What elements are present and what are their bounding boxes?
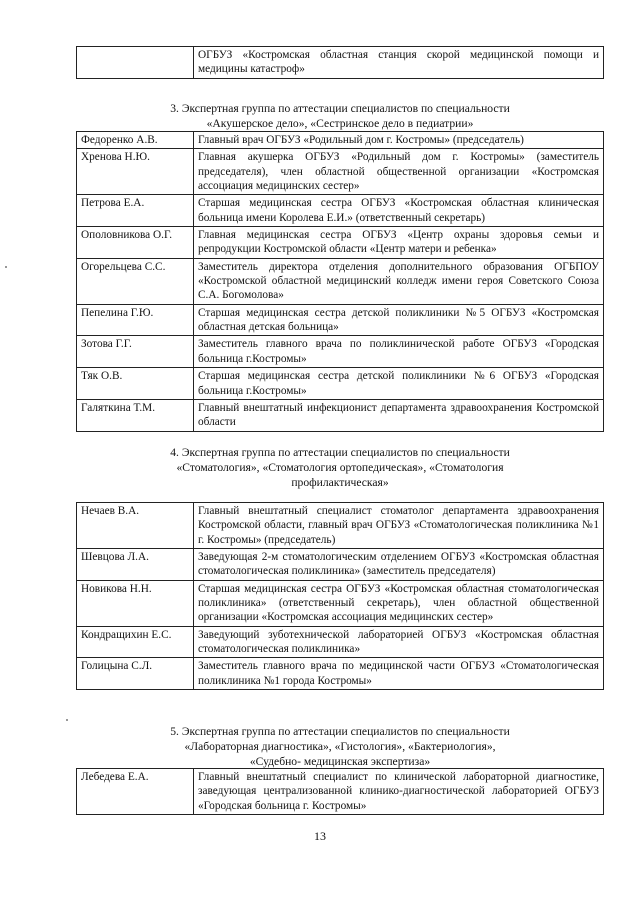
member-name: Лебедева Е.А. [77, 769, 194, 815]
group4-table [76, 502, 604, 690]
member-position: Заведующий зуботехнической лабораторией ОГБУЗ «Костромская областная стоматологическая поликлиника» [194, 626, 604, 658]
group4-title-line2: «Стоматология», «Стоматология ортопедическая», «Стоматология [176, 460, 504, 474]
scan-speck [5, 266, 7, 268]
member-name: Ополовникова О.Г. [77, 227, 194, 259]
table-row [77, 304, 604, 336]
table-row [77, 580, 604, 626]
member-name: Новикова Н.Н. [77, 580, 194, 626]
table-row [77, 336, 604, 368]
table-row [77, 149, 604, 195]
member-name: Зотова Г.Г. [77, 336, 194, 368]
group5-heading [76, 725, 604, 769]
table-row [77, 258, 604, 304]
member-name: Петрова Е.А. [77, 195, 194, 227]
table-row [77, 195, 604, 227]
table-row [77, 658, 604, 690]
member-name: Пепелина Г.Ю. [77, 304, 194, 336]
member-name: Голицына С.Л. [77, 658, 194, 690]
group4-title-line1: 4. Экспертная группа по аттестации специалистов по специальности [170, 446, 510, 459]
member-position: Главная медицинская сестра ОГБУЗ «Центр охраны здоровья семьи и репродукции Костромской области «Центр матери и ребенка» [194, 227, 604, 259]
group0-table [76, 46, 604, 79]
member-position: Старшая медицинская сестра детской поликлиники №6 ОГБУЗ «Городская больница г.Костромы» [194, 368, 604, 400]
member-name: Шевцова Л.А. [77, 549, 194, 581]
member-position: Заведующая 2-м стоматологическим отделением ОГБУЗ «Костромская областная стоматологическая поликлиника» (заместитель председателя) [194, 549, 604, 581]
member-position: Главный внештатный специалист стоматолог департамента здравоохранения Костромской области, главный врач ОГБУЗ «Стоматологическая поликлиника №1 г. Костромы» (председатель) [194, 503, 604, 549]
member-position: Главная акушерка ОГБУЗ «Родильный дом г. Костромы» (заместитель председателя), член областной общественной организации «Костромская ассоциация медицинских сестер» [194, 149, 604, 195]
table-row [77, 399, 604, 431]
table-row [77, 368, 604, 400]
member-position: Главный врач ОГБУЗ «Родильный дом г. Костромы» (председатель) [194, 132, 604, 149]
group3-heading [76, 102, 604, 132]
table-row [77, 549, 604, 581]
group5-title-line1: 5. Экспертная группа по аттестации специалистов по специальности [170, 725, 510, 738]
group5-title-line3: «Судебно- медицинская экспертиза» [249, 754, 431, 768]
table-row [77, 227, 604, 259]
member-position: ОГБУЗ «Костромская областная станция скорой медицинской помощи и медицины катастроф» [194, 47, 604, 79]
table-row [77, 769, 604, 815]
member-position: Старшая медицинская сестра ОГБУЗ «Костромская областная стоматологическая поликлиника» (ответственный секретарь), член областной общественной организации «Костромская ассоциация медицинских сестер» [194, 580, 604, 626]
group5-title-line2: «Лабораторная диагностика», «Гистология», «Бактериология», [184, 739, 496, 753]
group3-title-line2: «Акушерское дело», «Сестринское дело в педиатрии» [206, 116, 474, 130]
member-position: Заместитель главного врача по медицинской части ОГБУЗ «Стоматологическая поликлиника №1 города Костромы» [194, 658, 604, 690]
group3-table [76, 131, 604, 432]
member-position: Главный внештатный инфекционист департамента здравоохранения Костромской области [194, 399, 604, 431]
member-name: Тяк О.В. [77, 368, 194, 400]
member-name: Огорельцева С.С. [77, 258, 194, 304]
group3-title-line1: 3. Экспертная группа по аттестации специалистов по специальности [170, 102, 510, 115]
table-row [77, 132, 604, 149]
member-position: Заместитель директора отделения дополнительного образования ОГБПОУ «Костромской областной медицинский колледж имени героя Советского Союза С.А. Богомолова» [194, 258, 604, 304]
member-position: Главный внештатный специалист по клинической лабораторной диагностике, заведующая централизованной клинико-диагностической лабораторией ОГБУЗ «Городская больница г. Костромы» [194, 769, 604, 815]
scan-speck [66, 719, 68, 721]
member-name: Хренова Н.Ю. [77, 149, 194, 195]
member-position: Старшая медицинская сестра детской поликлиники №5 ОГБУЗ «Костромская областная детская больница» [194, 304, 604, 336]
member-name: Кондращихин Е.С. [77, 626, 194, 658]
group5-table [76, 768, 604, 815]
member-name: Нечаев В.А. [77, 503, 194, 549]
member-name [77, 47, 194, 79]
page-number: 13 [314, 829, 326, 843]
table-row [77, 47, 604, 79]
member-position: Заместитель главного врача по поликлинической работе ОГБУЗ «Городская больница г.Костромы» [194, 336, 604, 368]
group4-title-line3: профилактическая» [291, 475, 389, 489]
member-position: Старшая медицинская сестра ОГБУЗ «Костромская областная клиническая больница имени Королева Е.И.» (ответственный секретарь) [194, 195, 604, 227]
group4-heading [76, 446, 604, 490]
member-name: Федоренко А.В. [77, 132, 194, 149]
table-row [77, 503, 604, 549]
table-row [77, 626, 604, 658]
member-name: Галяткина Т.М. [77, 399, 194, 431]
